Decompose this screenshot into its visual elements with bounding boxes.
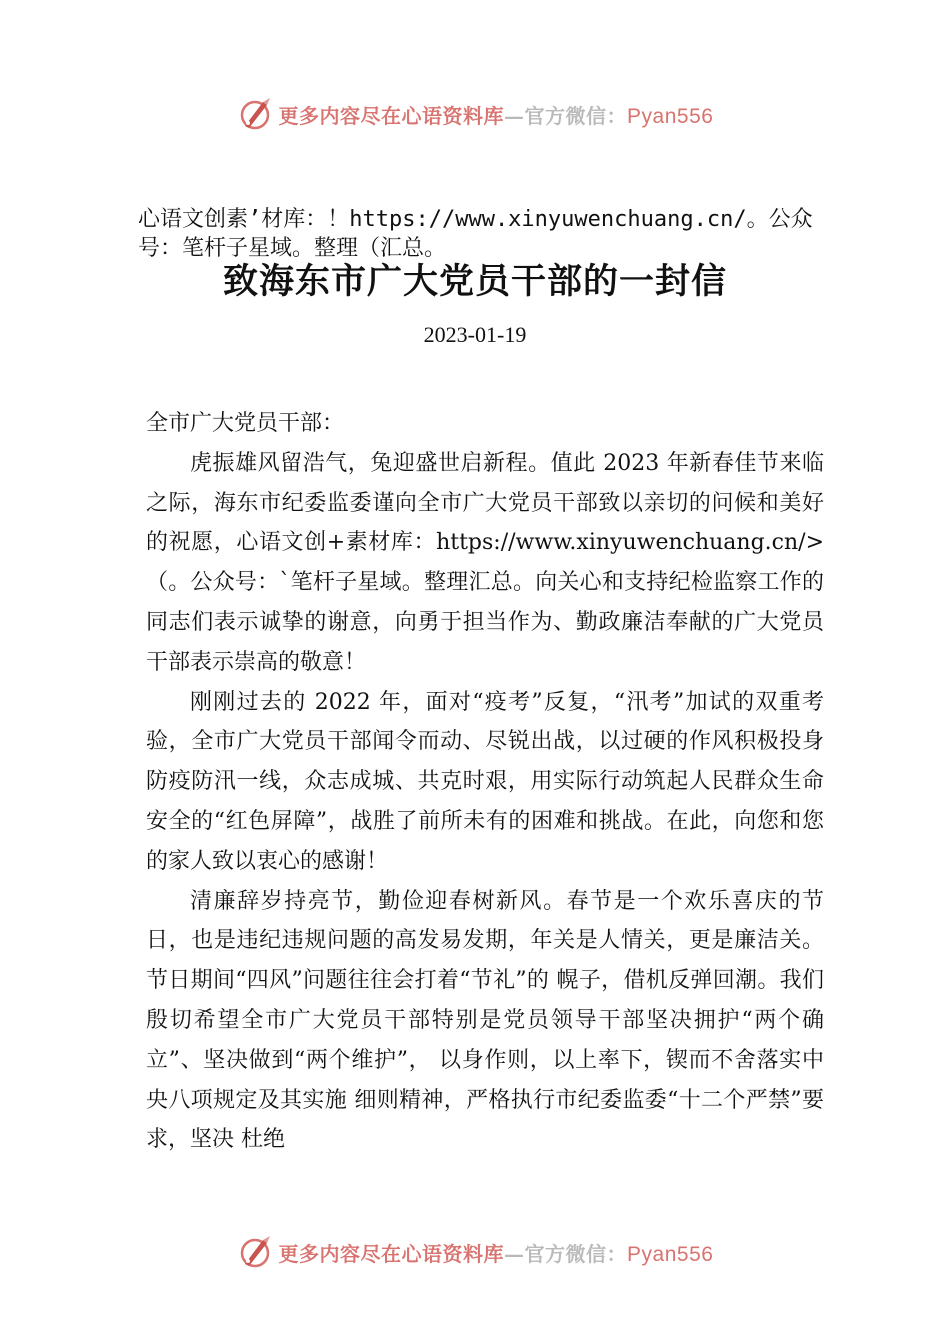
watermark-wechat-id: Pyan556 [627, 104, 714, 128]
letter-salutation: 全市广大党员干部： [146, 411, 345, 436]
source-note: 心语文创素’材库：！https://www.xinyuwenchuang.cn/。公众号：笔杆子星域。整理（汇总。 [138, 207, 813, 261]
letter-paragraph: 虎振雄风留浩气，兔迎盛世启新程。值此 2023 年新春佳节来临之际，海东市纪委监委谨向全市广大党员干部致以亲切的问候和美好的祝愿，心语文创+素材库：https://www.xinyuwenchuang.cn/>（。公众号：`笔杆子星域。整理汇总。向关心和支持纪检监察工作的同志们表示诚挚的谢意，向勇于担当作为、勤政廉洁奉献的广大党员干部表示崇高的敬意！ [146, 450, 824, 675]
watermark-main-text: 更多内容尽在心语资料库 [278, 1241, 505, 1266]
quill-pen-logo-icon [237, 96, 273, 132]
document-title: 致海东市广大党员干部的一封信 [222, 261, 727, 302]
document-date: 2023-01-19 [423, 322, 527, 347]
letter-paragraph: 刚刚过去的 2022 年，面对“疫考”反复，“汛考”加试的双重考验，全市广大党员干部闻令而动、尽锐出战，以过硬的作风积极投身防疫防汛一线，众志成城、共克时艰，用实际行动筑起人民群众生命安全的“红色屏障”，战胜了前所未有的困难和挑战。在此，向您和您的家人致以衷心的感谢！ [146, 689, 824, 874]
watermark-text [279, 1238, 714, 1267]
watermark-main-text: 更多内容尽在心语资料库 [278, 103, 505, 128]
watermark-sub-text: —官方微信： [504, 103, 628, 128]
quill-pen-logo-icon [237, 1234, 273, 1270]
watermark-text [279, 100, 714, 129]
watermark-wechat-id: Pyan556 [627, 1242, 714, 1266]
letter-body [146, 404, 824, 1160]
header-watermark-banner [0, 94, 950, 134]
letter-paragraph: 清廉辞岁持亮节，勤俭迎春树新风。春节是一个欢乐喜庆的节日，也是违纪违规问题的高发易发期，年关是人情关，更是廉洁关。节日期间“四风”问题往往会打着“节礼”的 幌子，借机反弹回潮。我们殷切希望全市广大党员干部特别是党员领导干部坚决拥护“两个确立”、坚决做到“两个维护”， 以身作则，以上率下，锲而不舍落实中央八项规定及其实施 细则精神，严格执行市纪委监委“十二个严禁”要求，坚决 杜绝 [146, 888, 824, 1153]
footer-watermark-banner [0, 1232, 950, 1272]
watermark-sub-text: —官方微信： [504, 1241, 628, 1266]
